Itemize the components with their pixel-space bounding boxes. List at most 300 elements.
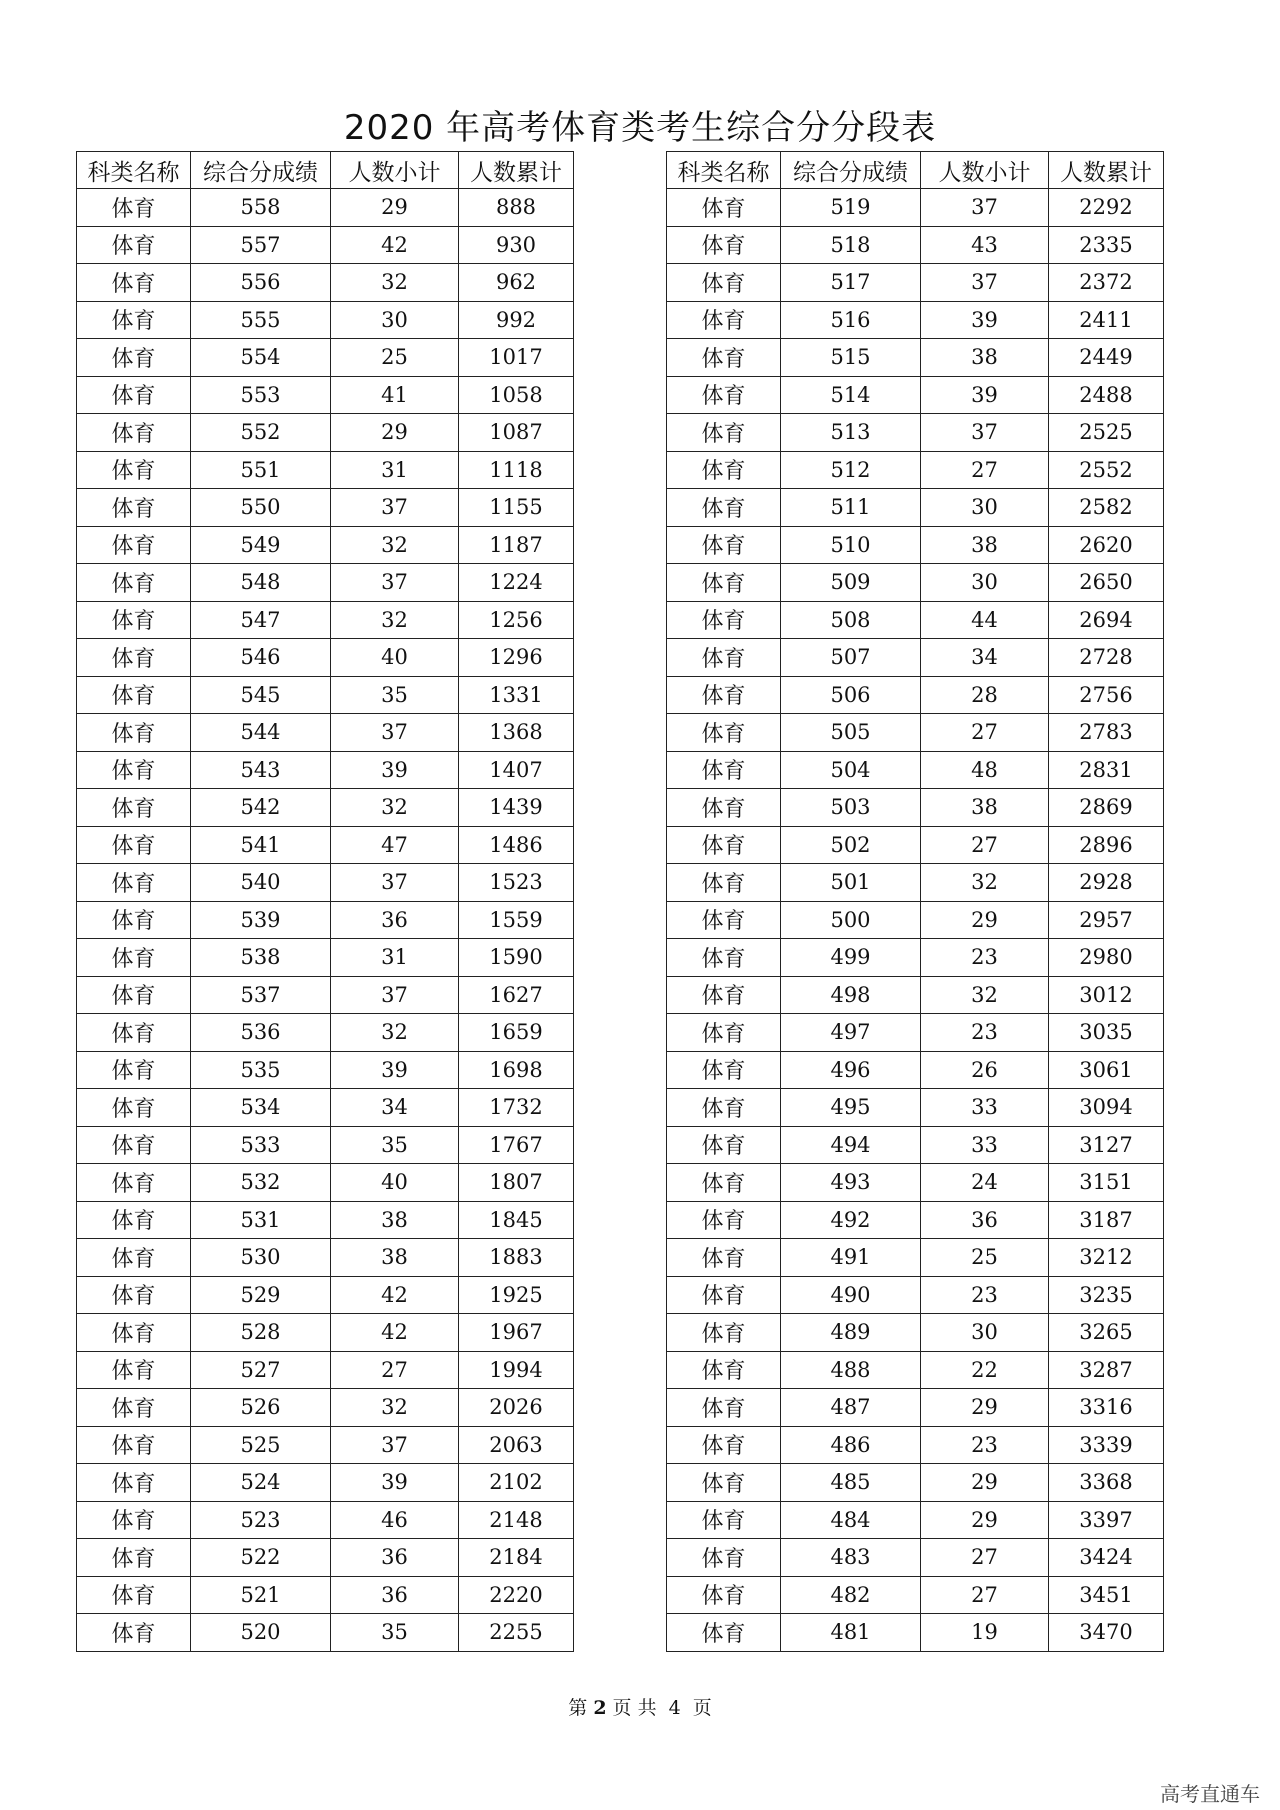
cell-category: 体育 [77,376,191,414]
table-row [77,1164,574,1202]
cell-category: 体育 [667,676,781,714]
cell-category: 体育 [667,864,781,902]
cell-cumulative: 1659 [459,1014,574,1052]
table-row [77,339,574,377]
cell-category: 体育 [667,826,781,864]
table-row [77,1576,574,1614]
cell-category: 体育 [667,1051,781,1089]
cell-score: 526 [191,1389,331,1427]
cell-count: 27 [921,451,1049,489]
cell-category: 体育 [667,1201,781,1239]
cell-count: 38 [331,1201,459,1239]
score-table-left [76,151,574,1652]
cell-cumulative: 2928 [1049,864,1164,902]
cell-count: 32 [921,864,1049,902]
cell-score: 500 [781,901,921,939]
cell-category: 体育 [667,1614,781,1652]
cell-cumulative: 3094 [1049,1089,1164,1127]
cell-score: 538 [191,939,331,977]
table-row [77,1239,574,1277]
table-row [77,714,574,752]
cell-count: 29 [921,1501,1049,1539]
table-row [667,1201,1164,1239]
table-row [77,1314,574,1352]
cell-score: 498 [781,976,921,1014]
table-row [667,939,1164,977]
cell-count: 37 [331,1426,459,1464]
cell-score: 491 [781,1239,921,1277]
cell-category: 体育 [667,901,781,939]
cell-score: 507 [781,639,921,677]
cell-count: 32 [331,1014,459,1052]
table-row [667,1389,1164,1427]
cell-category: 体育 [77,639,191,677]
page-footer [0,1693,1280,1720]
table-row [77,1351,574,1389]
cell-count: 37 [921,264,1049,302]
cell-cumulative: 1732 [459,1089,574,1127]
cell-count: 39 [331,751,459,789]
cell-cumulative: 1486 [459,826,574,864]
cell-count: 23 [921,1426,1049,1464]
cell-category: 体育 [77,1014,191,1052]
cell-score: 504 [781,751,921,789]
cell-count: 42 [331,1276,459,1314]
cell-category: 体育 [77,976,191,1014]
table-row [77,1089,574,1127]
cell-cumulative: 2026 [459,1389,574,1427]
cell-score: 487 [781,1389,921,1427]
cell-score: 522 [191,1539,331,1577]
table-row [77,976,574,1014]
score-table-right [666,151,1164,1652]
table-row [77,564,574,602]
cell-score: 543 [191,751,331,789]
table-row [77,414,574,452]
cell-category: 体育 [667,451,781,489]
table-row [667,1614,1164,1652]
cell-category: 体育 [77,1201,191,1239]
cell-score: 495 [781,1089,921,1127]
cell-cumulative: 3470 [1049,1614,1164,1652]
cell-cumulative: 1368 [459,714,574,752]
table-row [667,414,1164,452]
cell-count: 28 [921,676,1049,714]
table-row [77,826,574,864]
table-row [667,601,1164,639]
cell-cumulative: 1590 [459,939,574,977]
table-row [667,1014,1164,1052]
cell-count: 32 [331,601,459,639]
cell-cumulative: 1845 [459,1201,574,1239]
cell-count: 32 [331,789,459,827]
cell-count: 23 [921,1014,1049,1052]
footer-page-number: 2 [593,1697,607,1719]
cell-score: 536 [191,1014,331,1052]
cell-score: 482 [781,1576,921,1614]
cell-score: 528 [191,1314,331,1352]
cell-score: 532 [191,1164,331,1202]
cell-category: 体育 [667,714,781,752]
table-row [77,676,574,714]
table-row [667,264,1164,302]
cell-category: 体育 [77,789,191,827]
cell-count: 36 [921,1201,1049,1239]
cell-cumulative: 3212 [1049,1239,1164,1277]
cell-cumulative: 2582 [1049,489,1164,527]
cell-count: 26 [921,1051,1049,1089]
table-row [77,939,574,977]
cell-cumulative: 1224 [459,564,574,602]
cell-count: 38 [331,1239,459,1277]
table-row [77,226,574,264]
table-row [77,1126,574,1164]
cell-category: 体育 [667,789,781,827]
cell-category: 体育 [667,1014,781,1052]
table-row [667,526,1164,564]
cell-score: 484 [781,1501,921,1539]
table-row [77,451,574,489]
table-row [77,189,574,227]
cell-score: 508 [781,601,921,639]
cell-cumulative: 2292 [1049,189,1164,227]
table-row [667,1426,1164,1464]
cell-count: 30 [921,489,1049,527]
cell-cumulative: 1807 [459,1164,574,1202]
table-row [667,676,1164,714]
cell-category: 体育 [77,1539,191,1577]
cell-cumulative: 1698 [459,1051,574,1089]
table-row [77,301,574,339]
table-row [667,489,1164,527]
table-row [667,339,1164,377]
table-row [667,451,1164,489]
cell-count: 31 [331,451,459,489]
cell-score: 524 [191,1464,331,1502]
cell-category: 体育 [77,526,191,564]
cell-category: 体育 [667,1089,781,1127]
cell-count: 37 [331,976,459,1014]
cell-cumulative: 1767 [459,1126,574,1164]
cell-score: 531 [191,1201,331,1239]
cell-cumulative: 3035 [1049,1014,1164,1052]
cell-count: 22 [921,1351,1049,1389]
cell-category: 体育 [77,939,191,977]
cell-cumulative: 1155 [459,489,574,527]
table-row [77,864,574,902]
cell-score: 490 [781,1276,921,1314]
cell-category: 体育 [667,639,781,677]
cell-score: 525 [191,1426,331,1464]
cell-count: 44 [921,601,1049,639]
header-cumulative: 人数累计 [459,152,574,189]
cell-cumulative: 2728 [1049,639,1164,677]
cell-category: 体育 [667,339,781,377]
cell-count: 38 [921,339,1049,377]
table-row [77,1201,574,1239]
table-row [77,1426,574,1464]
table-row [667,1089,1164,1127]
page-title: 2020 年高考体育类考生综合分分段表 [343,108,937,148]
cell-score: 558 [191,189,331,227]
cell-cumulative: 2449 [1049,339,1164,377]
table-row [77,1014,574,1052]
cell-category: 体育 [77,1426,191,1464]
cell-score: 506 [781,676,921,714]
cell-score: 515 [781,339,921,377]
cell-score: 510 [781,526,921,564]
table-row [77,901,574,939]
cell-count: 27 [331,1351,459,1389]
cell-count: 37 [921,414,1049,452]
table-row [667,1051,1164,1089]
table-row [667,826,1164,864]
cell-score: 505 [781,714,921,752]
cell-count: 40 [331,1164,459,1202]
table-row [77,376,574,414]
cell-score: 518 [781,226,921,264]
cell-count: 43 [921,226,1049,264]
cell-count: 34 [921,639,1049,677]
cell-count: 40 [331,639,459,677]
cell-count: 36 [331,901,459,939]
table-row [667,714,1164,752]
cell-cumulative: 2552 [1049,451,1164,489]
cell-cumulative: 3012 [1049,976,1164,1014]
cell-category: 体育 [667,189,781,227]
cell-category: 体育 [77,601,191,639]
cell-category: 体育 [77,1501,191,1539]
cell-category: 体育 [77,339,191,377]
cell-count: 30 [921,564,1049,602]
table-row [667,901,1164,939]
cell-score: 537 [191,976,331,1014]
header-category: 科类名称 [77,152,191,189]
table-row [77,1051,574,1089]
cell-count: 23 [921,939,1049,977]
cell-count: 37 [331,714,459,752]
cell-cumulative: 1883 [459,1239,574,1277]
table-row [667,564,1164,602]
cell-category: 体育 [667,376,781,414]
cell-score: 554 [191,339,331,377]
cell-cumulative: 3368 [1049,1464,1164,1502]
cell-category: 体育 [77,901,191,939]
cell-category: 体育 [667,1239,781,1277]
cell-category: 体育 [77,301,191,339]
cell-cumulative: 888 [459,189,574,227]
cell-score: 481 [781,1614,921,1652]
cell-cumulative: 2525 [1049,414,1164,452]
cell-count: 34 [331,1089,459,1127]
cell-category: 体育 [77,451,191,489]
cell-score: 535 [191,1051,331,1089]
cell-score: 555 [191,301,331,339]
table-row [77,601,574,639]
cell-cumulative: 1559 [459,901,574,939]
cell-score: 549 [191,526,331,564]
cell-cumulative: 2220 [459,1576,574,1614]
cell-cumulative: 1017 [459,339,574,377]
cell-category: 体育 [667,939,781,977]
cell-category: 体育 [77,1051,191,1089]
cell-cumulative: 2148 [459,1501,574,1539]
cell-count: 29 [921,1464,1049,1502]
cell-score: 551 [191,451,331,489]
cell-count: 29 [331,189,459,227]
cell-cumulative: 2488 [1049,376,1164,414]
table-row [667,1501,1164,1539]
cell-score: 556 [191,264,331,302]
cell-category: 体育 [77,226,191,264]
cell-cumulative: 2957 [1049,901,1164,939]
cell-category: 体育 [77,1314,191,1352]
cell-count: 42 [331,1314,459,1352]
cell-cumulative: 962 [459,264,574,302]
cell-score: 545 [191,676,331,714]
cell-score: 514 [781,376,921,414]
cell-score: 501 [781,864,921,902]
cell-category: 体育 [667,1576,781,1614]
cell-score: 557 [191,226,331,264]
table-row [77,1389,574,1427]
cell-count: 37 [331,564,459,602]
cell-count: 38 [921,789,1049,827]
cell-category: 体育 [77,189,191,227]
header-count: 人数小计 [921,152,1049,189]
table-row [77,489,574,527]
cell-count: 39 [331,1051,459,1089]
cell-category: 体育 [77,1276,191,1314]
cell-score: 489 [781,1314,921,1352]
cell-category: 体育 [667,1314,781,1352]
table-row [667,1276,1164,1314]
cell-category: 体育 [667,1164,781,1202]
cell-cumulative: 2411 [1049,301,1164,339]
cell-count: 27 [921,1576,1049,1614]
cell-cumulative: 2620 [1049,526,1164,564]
cell-category: 体育 [667,601,781,639]
cell-cumulative: 3061 [1049,1051,1164,1089]
table-row [667,639,1164,677]
table-row [667,189,1164,227]
cell-cumulative: 1439 [459,789,574,827]
cell-score: 511 [781,489,921,527]
header-score: 综合分成绩 [191,152,331,189]
cell-count: 27 [921,826,1049,864]
table-row [77,1276,574,1314]
cell-score: 529 [191,1276,331,1314]
header-cumulative: 人数累计 [1049,152,1164,189]
cell-category: 体育 [667,1351,781,1389]
cell-count: 30 [921,1314,1049,1352]
cell-count: 46 [331,1501,459,1539]
cell-count: 39 [331,1464,459,1502]
cell-score: 540 [191,864,331,902]
cell-category: 体育 [667,976,781,1014]
cell-count: 19 [921,1614,1049,1652]
cell-cumulative: 2783 [1049,714,1164,752]
cell-score: 483 [781,1539,921,1577]
cell-score: 517 [781,264,921,302]
cell-category: 体育 [77,1089,191,1127]
cell-category: 体育 [77,1351,191,1389]
cell-count: 24 [921,1164,1049,1202]
cell-count: 23 [921,1276,1049,1314]
cell-score: 542 [191,789,331,827]
cell-count: 48 [921,751,1049,789]
cell-cumulative: 1407 [459,751,574,789]
cell-count: 42 [331,226,459,264]
table-header-row [77,152,574,189]
table-row [667,376,1164,414]
cell-cumulative: 2184 [459,1539,574,1577]
cell-category: 体育 [77,1576,191,1614]
cell-category: 体育 [77,564,191,602]
table-row [667,1239,1164,1277]
cell-score: 496 [781,1051,921,1089]
cell-cumulative: 1523 [459,864,574,902]
cell-cumulative: 3187 [1049,1201,1164,1239]
header-category: 科类名称 [667,152,781,189]
table-row [77,1614,574,1652]
cell-cumulative: 3287 [1049,1351,1164,1389]
cell-count: 36 [331,1539,459,1577]
cell-category: 体育 [77,1614,191,1652]
cell-count: 35 [331,1126,459,1164]
cell-score: 534 [191,1089,331,1127]
cell-category: 体育 [667,751,781,789]
cell-score: 513 [781,414,921,452]
cell-score: 516 [781,301,921,339]
table-row [77,1501,574,1539]
cell-cumulative: 1087 [459,414,574,452]
cell-category: 体育 [77,864,191,902]
cell-cumulative: 3339 [1049,1426,1164,1464]
cell-cumulative: 3451 [1049,1576,1164,1614]
cell-cumulative: 1187 [459,526,574,564]
table-row [77,789,574,827]
cell-category: 体育 [77,1389,191,1427]
cell-cumulative: 1627 [459,976,574,1014]
cell-count: 30 [331,301,459,339]
cell-score: 527 [191,1351,331,1389]
cell-score: 509 [781,564,921,602]
cell-count: 33 [921,1126,1049,1164]
cell-count: 31 [331,939,459,977]
cell-category: 体育 [77,714,191,752]
cell-count: 32 [331,264,459,302]
cell-score: 550 [191,489,331,527]
cell-count: 25 [921,1239,1049,1277]
table-row [77,1539,574,1577]
cell-score: 486 [781,1426,921,1464]
cell-category: 体育 [667,226,781,264]
cell-cumulative: 1256 [459,601,574,639]
cell-category: 体育 [77,1126,191,1164]
cell-category: 体育 [667,489,781,527]
cell-category: 体育 [77,489,191,527]
cell-category: 体育 [667,301,781,339]
cell-cumulative: 992 [459,301,574,339]
cell-cumulative: 3424 [1049,1539,1164,1577]
cell-cumulative: 3397 [1049,1501,1164,1539]
cell-count: 29 [331,414,459,452]
cell-score: 546 [191,639,331,677]
table-row [77,264,574,302]
cell-cumulative: 2896 [1049,826,1164,864]
table-row [667,1539,1164,1577]
